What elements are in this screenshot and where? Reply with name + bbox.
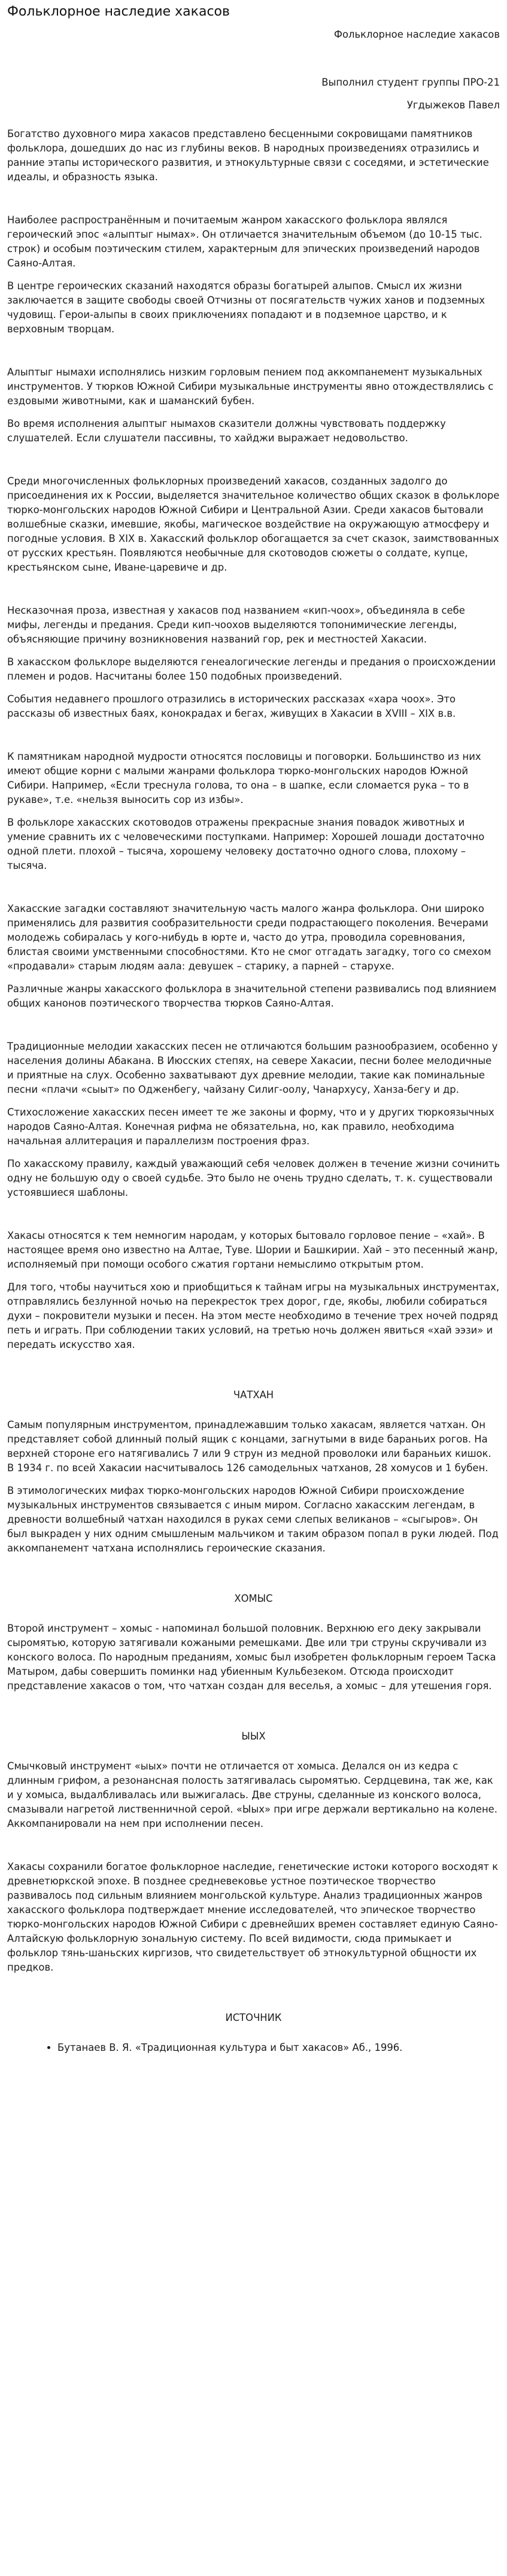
paragraph: Стихосложение хакасских песен имеет те же законы и форму, что и у других тюркоязычных народов Саяно-Алтая. Конечная рифма не обязательна, но, как правило, необходима начальная аллитерация и параллелизм построения фраз. <box>7 1107 494 1147</box>
section-heading-sources: ИСТОЧНИК <box>225 2012 282 2023</box>
sources-list <box>7 2041 500 2055</box>
paragraph: Несказочная проза, известная у хакасов под названием «кип-чоох», объединяла в себе мифы, легенды и предания. Среди кип-чоохов выделяются топонимические легенды, объясняющие причину возникновения названий гор, рек и местностей Хакасии. <box>7 605 465 645</box>
author-line: Выполнил студент группы ПРО-21 <box>321 77 500 88</box>
paragraph: Богатство духовного мира хакасов представлено бесценными сокровищами памятников фольклора, дошедших до нас из глубины веков. В народных произведениях отразились и ранние этапы исторического развития, и этнокультурные связи с соседями, и эстетические идеалы, и образность языка. <box>7 128 489 183</box>
paragraph: Для того, чтобы научиться хою и приобщиться к тайнам игры на музыкальных инструментах, отправлялись безлунной ночью на перекресток трех дорог, где, якобы, любили собираться духи – покровители музыки и песен. На этом месте необходимо в течение трех ночей подряд петь и играть. При соблюдении таких условий, на третью ночь должен явиться «хай ээзи» и передать искусство хая. <box>7 1281 500 1350</box>
paragraph: В хакасском фольклоре выделяются генеалогические легенды и предания о происхождении племен и родов. Насчитаны более 150 подобных произведений. <box>7 656 496 682</box>
paragraph: Различные жанры хакасского фольклора в значительной степени развивались под влиянием общих канонов поэтического творчества тюрков Саяно-Алтая. <box>7 983 497 1009</box>
section-heading-chatkhan: ЧАТХАН <box>233 1389 274 1401</box>
paragraph: Во время исполнения алыптыг нымахов сказители должны чувствовать поддержку слушателей. Если слушатели пассивны, то хайджи выражает недовольство. <box>7 418 446 444</box>
page-title: Фольклорное наследие хакасов <box>7 4 230 19</box>
section-heading-khomys: ХОМЫС <box>234 1593 273 1604</box>
paragraph: Второй инструмент – хомыс - напоминал большой половник. Верхнюю его деку закрывали сыромятью, которую затягивали кожаными ремешками. Две или три струны скручивали из конского волоса. По народным преданиям, хомыс был изобретен фольклорным героем Таска Матыром, дабы совершить поминки над убиенным Кульбезеком. Отсюда происходит представление хакасов о том, что чатхан создан для веселья, а хомыс – для утешения горя. <box>7 1623 496 1692</box>
paragraph: Алыптыг нымахи исполнялись низким горловым пением под аккомпанемент музыкальных инструментов. У тюрков Южной Сибири музыкальные инструменты явно отождествлялись с ездовыми животными, как и шаманский бубен. <box>7 366 494 407</box>
section-heading-yykh: ЫЫХ <box>241 1731 266 1742</box>
paragraph: Самым популярным инструментом, принадлежавшим только хакасам, является чатхан. Он представляет собой длинный полый ящик с концами, загнутыми в виде бараньих рогов. На верхней стороне его натягивались 7 или 9 струн из медной проволоки или бараньих кишок. В 1934 г. по всей Хакасии насчитывалось 126 самодельных чатханов, 28 хомусов и 1 бубен. <box>7 1419 491 1474</box>
author-name: Угдыжеков Павел <box>406 99 500 111</box>
paragraph: События недавнего прошлого отразились в исторических рассказах «хара чоох». Это рассказы об известных баях, конокрадах и бегах, живущих в Хакасии в XVIII – XIX в.в. <box>7 693 456 719</box>
paragraph: Наиболее распространённым и почитаемым жанром хакасского фольклора являлся героический эпос «алыптыг нымах». Он отличается значительным объемом (до 10-15 тыс. строк) и особым поэтическим стилем, характерным для эпических произведений народов Саяно-Алтая. <box>7 214 482 269</box>
paragraph: К памятникам народной мудрости относятся пословицы и поговорки. Большинство из них имеют общие корни с малыми жанрами фольклора тюрко-монгольских народов Южной Сибири. Например, «Если треснула голова, то она – в шапке, если сломается рука – то в рукаве», т.е. «нельзя выносить сор из избы». <box>7 751 481 805</box>
paragraph: Хакасы относятся к тем немногим народам, у которых бытовало горловое пение – «хай». В настоящее время оно известно на Алтае, Туве. Шории и Башкирии. Хай – это песенный жанр, исполняемый при помощи особого сжатия гортани немыслимо открытым ртом. <box>7 1230 498 1270</box>
paragraph: В фольклоре хакасских скотоводов отражены прекрасные знания повадок животных и умение сравнить их с человеческими поступками. Например: Хорошей лошади достаточно одной плети. плохой – тысяча, хорошему человеку достаточно одного слова, плохому – тысяча. <box>7 817 485 871</box>
paragraph: Традиционные мелодии хакасских песен не отличаются большим разнообразием, особенно у населения долины Абакана. В Июсских степях, на севере Хакасии, песни более мелодичные и приятные на слух. Особенно захватывают дух древние мелодии, такие как поминальные песни «плачи «сыыт» по Одженбегу, чайзану Силиг-оолу, Чанархусу, Ханза-бегу и др. <box>7 1041 498 1095</box>
source-item: • Бутанаев В. Я. «Традиционная культура и быт хакасов» Аб., 1996. <box>57 2041 500 2055</box>
paragraph: Хакасы сохранили богатое фольклорное наследие, генетические истоки которого восходят к древнетюркской эпохе. В позднее средневековье устное поэтическое творчество развивалось под сильным влиянием монгольской культуре. Анализ традиционных жанров хакасского фольклора подтверждает мнение исследователей, что эпическое творчество тюрко-монгольских народов Южной Сибири с древнейших времен составляет единую Саяно-Алтайскую фольклорную зональную систему. По всей видимости, сюда примыкает и фольклор тянь-шаньских киргизов, что свидетельствует об этнокультурной общности их предков. <box>7 1861 499 1973</box>
paragraph: В центре героических сказаний находятся образы богатырей алыпов. Смысл их жизни заключается в защите свободы своей Отчизны от посягательств чужих ханов и подземных чудовищ. Герои-алыпы в своих приключениях попадают и в подземное царство, и к верховным творцам. <box>7 280 485 335</box>
paragraph: В этимологических мифах тюрко-монгольских народов Южной Сибири происхождение музыкальных инструментов связывается с иным миром. Согласно хакасским легендам, в древности волшебный чатхан находился в руках семи слепых великанов – «сыгыров». Он был выкраден у них одним смышленым мальчиком и таким образом попал в руки людей. Под аккомпанемент чатхана исполнялись героические сказания. <box>7 1485 499 1554</box>
paragraph: Смычковый инструмент «ыых» почти не отличается от хомыса. Делался он из кедра с длинным грифом, а резонансная полость затягивалась сыромятью. Сердцевина, так же, как и у хомыса, выдалбливалась или выжигалась. Две струны, сделанные из конского волоса, смазывали нагретой лиственничной серой. «Ыых» при игре держали вертикально на колене. Аккомпанировали на нем при исполнении песен. <box>7 1760 497 1829</box>
document-subtitle: Фольклорное наследие хакасов <box>333 29 500 40</box>
paragraph: Среди многочисленных фольклорных произведений хакасов, созданных задолго до присоединения их к России, выделяется значительное количество общих сказок в фольклоре тюрко-монгольских народов Южной Сибири и Центральной Азии. Среди хакасов бытовали волшебные сказки, имевшие, якобы, магическое воздействие на окружающую атмосферу и погодные условия. В XIX в. Хакасский фольклор обогащается за счет сказок, заимствованных от русских крестьян. Появляются необычные для скотоводов сюжеты о солдате, купце, крестьянском сыне, Иване-царевиче и др. <box>7 475 500 573</box>
paragraph: По хакасскому правилу, каждый уважающий себя человек должен в течение жизни сочинить одну не большую оду о своей судьбе. Это было не очень трудно сделать, т. к. существовали устоявшиеся шаблоны. <box>7 1158 500 1198</box>
paragraph: Хакасские загадки составляют значительную часть малого жанра фольклора. Они широко применялись для развития сообразительности среди подрастающего поколения. Вечерами молодежь собиралась у кого-нибудь в юрте и, часто до утра, проводила соревнования, блистая своими умственными способностями. Кто не смог отгадать загадку, того со смехом «продавали» старым людям aала: девушек – старику, а парней – старухе. <box>7 903 491 972</box>
